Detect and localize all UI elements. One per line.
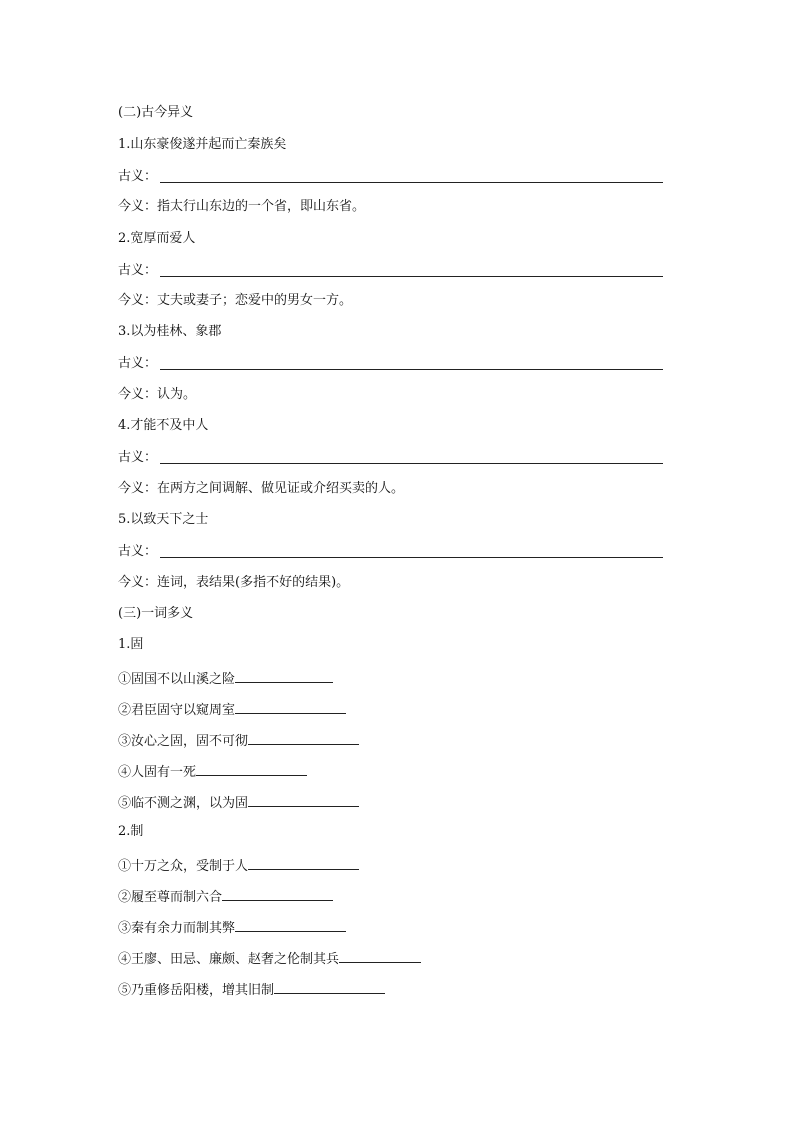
- answer-blank[interactable]: [248, 855, 359, 870]
- answer-blank[interactable]: [160, 556, 663, 558]
- sentence-item: [118, 699, 346, 720]
- jin-meaning: 今义：连词，表结果(多指不好的结果)。: [118, 575, 350, 590]
- sentence-text: ②履至尊而制六合: [118, 890, 223, 905]
- jin-meaning: 今义：指太行山东边的一个省，即山东省。: [118, 199, 366, 214]
- sentence-text: ④人固有一死: [118, 765, 197, 780]
- gujin-item-title: 1.山东豪俊遂并起而亡秦族矣: [118, 137, 287, 152]
- sentence-item: [118, 761, 307, 782]
- sentence-item: [118, 668, 333, 689]
- answer-blank[interactable]: [274, 979, 385, 994]
- gujin-item-title: 2.宽厚而爱人: [118, 231, 196, 246]
- sentence-text: ③秦有余力而制其弊: [118, 921, 236, 936]
- sentence-text: ⑤乃重修岳阳楼，增其旧制: [118, 983, 275, 998]
- gu-label: 古义：: [118, 544, 158, 559]
- answer-blank[interactable]: [235, 668, 333, 683]
- sentence-text: ④王廖、田忌、廉颇、赵奢之伦制其兵: [118, 952, 340, 967]
- sentence-text: ①十万之众，受制于人: [118, 859, 249, 874]
- jin-meaning: 今义：认为。: [118, 387, 197, 402]
- gu-label: 古义：: [118, 356, 158, 371]
- sentence-text: ②君臣固守以窥周室: [118, 703, 236, 718]
- gu-label: 古义：: [118, 450, 158, 465]
- gujin-item-title: 4.才能不及中人: [118, 418, 209, 433]
- jin-meaning: 今义：在两方之间调解、做见证或介绍买卖的人。: [118, 481, 405, 496]
- sentence-item: [118, 855, 359, 876]
- sentence-text: ③汝心之固，固不可彻: [118, 734, 249, 749]
- sentence-item: [118, 917, 346, 938]
- answer-blank[interactable]: [222, 886, 333, 901]
- answer-blank[interactable]: [248, 792, 359, 807]
- jin-meaning: 今义：丈夫或妻子；恋爱中的男女一方。: [118, 293, 353, 308]
- sentence-item: [118, 792, 359, 813]
- sentence-item: [118, 886, 333, 907]
- answer-blank[interactable]: [235, 917, 346, 932]
- gujin-item-title: 3.以为桂林、象郡: [118, 324, 222, 339]
- answer-blank[interactable]: [160, 368, 663, 370]
- answer-blank[interactable]: [248, 730, 359, 745]
- answer-blank[interactable]: [160, 181, 663, 183]
- answer-blank[interactable]: [160, 462, 663, 464]
- sentence-text: ⑤临不测之渊，以为固: [118, 796, 249, 811]
- sentence-item: [118, 948, 421, 969]
- gu-label: 古义：: [118, 169, 158, 184]
- word-title: 1.固: [118, 637, 144, 652]
- answer-blank[interactable]: [196, 761, 307, 776]
- answer-blank[interactable]: [339, 948, 421, 963]
- gu-label: 古义：: [118, 263, 158, 278]
- sentence-text: ①固国不以山溪之险: [118, 672, 236, 687]
- gujin-item-title: 5.以致天下之士: [118, 512, 209, 527]
- sentence-item: [118, 979, 385, 1000]
- section-heading-gujin: (二)古今异义: [118, 105, 194, 120]
- section-heading-duoyi: (三)一词多义: [118, 606, 194, 621]
- answer-blank[interactable]: [235, 699, 346, 714]
- sentence-item: [118, 730, 359, 751]
- word-title: 2.制: [118, 824, 144, 839]
- answer-blank[interactable]: [160, 275, 663, 277]
